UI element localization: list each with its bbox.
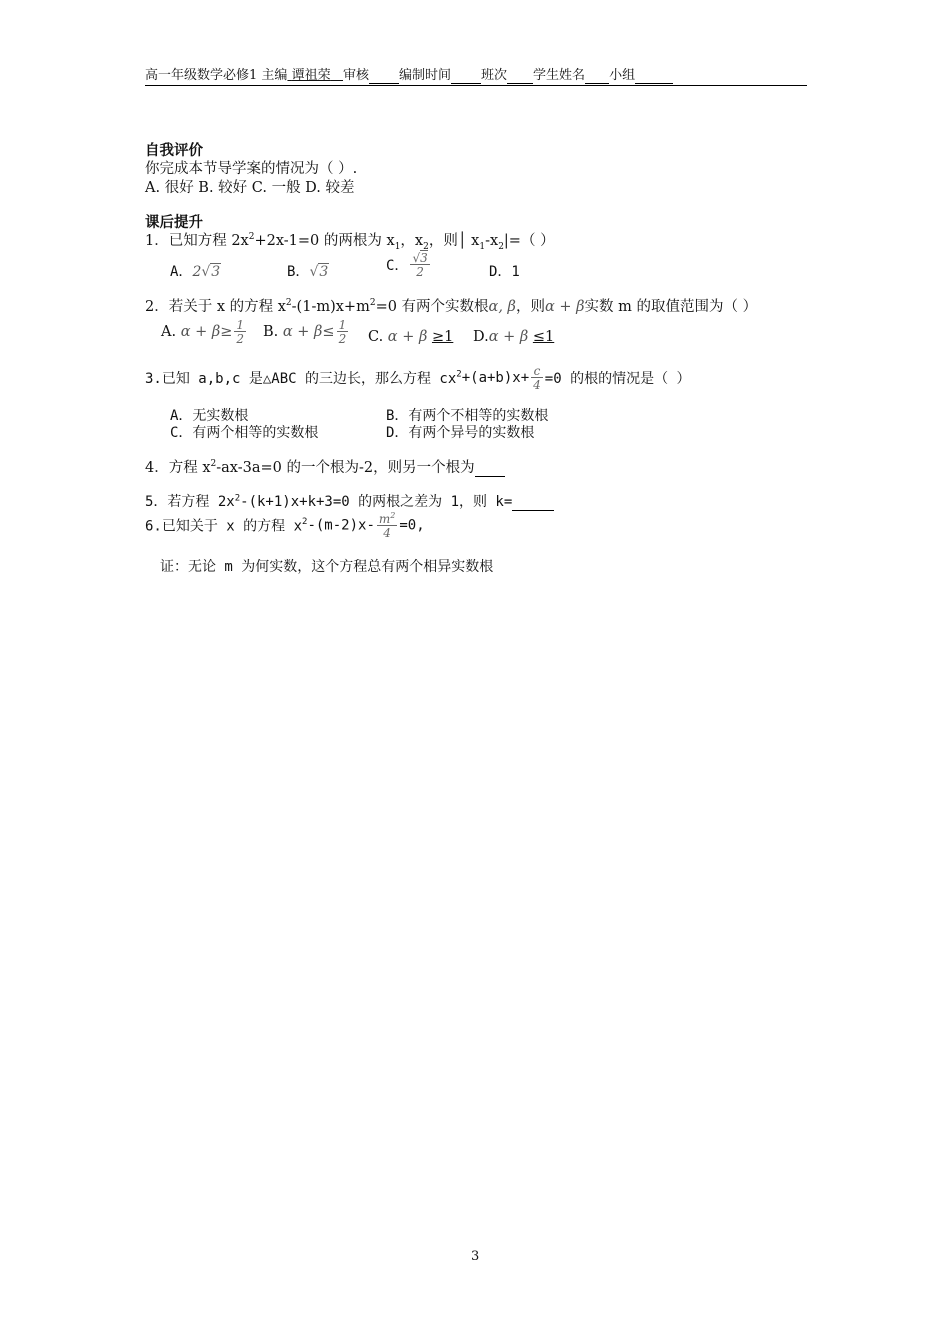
q6-proof-statement: 证：无论 m 为何实数，这个方程总有两个相异实数根: [160, 559, 494, 575]
class-label: 班次: [481, 68, 508, 83]
group-label: 小组: [609, 68, 636, 83]
q5-answer-blank[interactable]: [512, 494, 554, 511]
student-blank[interactable]: [585, 68, 609, 84]
q2-option-c: C. α + β ≥1: [368, 329, 454, 345]
question-3: 3.已知 a,b,c 是△ABC 的三边长，那么方程 $cx^2+(a+b)x+$ $\frac{c}{4}$ =0 的根的情况是（ ）: [145, 364, 691, 392]
after-class-title: 课后提升: [145, 215, 203, 231]
date-label: 编制时间: [399, 68, 452, 83]
date-blank[interactable]: [451, 68, 481, 84]
self-eval-question: 你完成本节导学案的情况为（ ）.: [145, 161, 358, 177]
course-title: 高一年级数学必修1: [145, 68, 258, 83]
question-6: 6.已知关于 x 的方程 $x^2-(m-2)x-$ $\frac{m^2}{4}$ =0,: [145, 511, 425, 540]
q1-option-c: C． $\frac{√3}{2}$: [386, 251, 428, 279]
q3-option-b: B．有两个不相等的实数根: [386, 408, 549, 424]
page-number: 3: [471, 1249, 480, 1264]
question-2: 2．若关于 x 的方程 $x^2-(1-m)x+m^2=0$ 有两个实数根α, β，则α + β实数 m 的取值范围为（ ）: [145, 298, 758, 315]
question-4: 4．方程 $x^2-ax-3a=0$ 的一个根为-2，则另一个根为: [145, 456, 505, 477]
header-rule: [145, 85, 807, 86]
editor-label: 主编: [261, 68, 288, 83]
q1-option-b: B．√3: [287, 264, 329, 280]
q3-option-c: C．有两个相等的实数根: [170, 425, 319, 441]
q4-answer-blank[interactable]: [475, 460, 505, 477]
reviewer-blank[interactable]: [369, 68, 399, 84]
q3-option-a: A．无实数根: [170, 408, 249, 424]
self-eval-title: 自我评价: [145, 143, 203, 159]
group-blank[interactable]: [635, 68, 673, 84]
page-header: [145, 64, 673, 84]
reviewer-label: 审核: [343, 68, 370, 83]
q1-option-d: D．1: [489, 264, 520, 280]
class-blank[interactable]: [507, 68, 533, 84]
q2-option-b: B. α + β≤ $\frac{1}{2}$: [263, 318, 347, 346]
q2-option-d: D.α + β ≤1: [473, 329, 555, 345]
question-1: 1．已知方程 $2x^2+2x-1=0$ 的两根为 $x_1$，$x_2$，则│ $x_1-x_2|=$（ ）: [145, 232, 555, 252]
student-label: 学生姓名: [533, 68, 586, 83]
q2-option-a: A. α + β≥ $\frac{1}{2}$: [161, 318, 245, 346]
q1-option-a: A．2√3: [170, 264, 221, 280]
question-5: 5．若方程 $2x^2-(k+1)x+k+3=0$ 的两根之差为 1，则 k=: [145, 491, 554, 511]
q3-option-d: D．有两个异号的实数根: [386, 425, 535, 441]
self-eval-options: A. 很好 B. 较好 C. 一般 D. 较差: [145, 180, 355, 196]
editor-name: 谭祖荣: [291, 68, 331, 83]
